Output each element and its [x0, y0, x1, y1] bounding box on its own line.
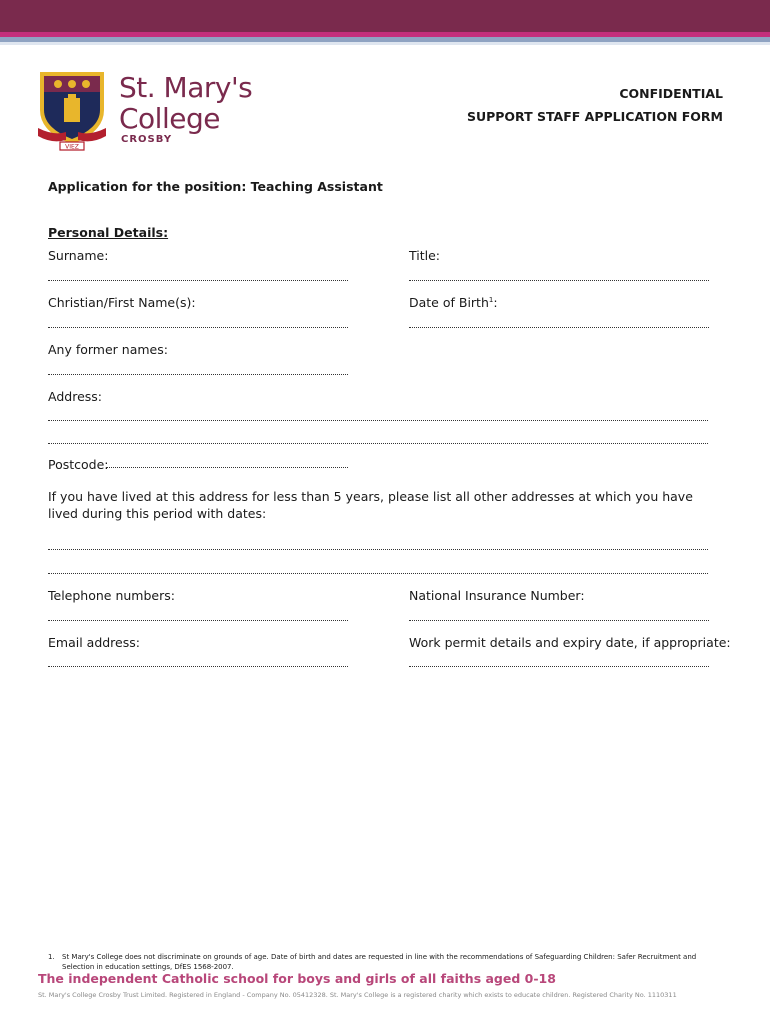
- footnote-text: St Mary's College does not discriminate on grounds of age. Date of birth and dates are requested in line with the recommendations of Safeguarding Children: Safer Recruitment and Selection in education settings, DfES 1568-2007.: [62, 953, 697, 971]
- footnote: [48, 953, 718, 972]
- title-field[interactable]: [409, 280, 709, 281]
- header-band: [0, 0, 770, 32]
- postcode-field[interactable]: [106, 467, 348, 468]
- ni-number-field[interactable]: [409, 620, 709, 621]
- footnote-number: 1.: [48, 953, 55, 961]
- school-crest-icon: [36, 70, 108, 154]
- dob-label: [409, 295, 498, 310]
- form-title: SUPPORT STAFF APPLICATION FORM: [466, 109, 723, 124]
- postcode-label: Postcode:: [48, 457, 109, 472]
- previous-address-line-2[interactable]: [48, 573, 708, 574]
- work-permit-label: Work permit details and expiry date, if appropriate:: [409, 635, 731, 650]
- school-tagline: The independent Catholic school for boys and girls of all faiths aged 0-18: [38, 971, 556, 986]
- crest-motto: VIEZ: [65, 143, 79, 151]
- previous-addresses-instruction: If you have lived at this address for less than 5 years, please list all other addresses at which you have lived during this period with dates:: [48, 489, 693, 521]
- title-label: Title:: [409, 248, 440, 263]
- dob-label-text: Date of Birth: [409, 295, 489, 310]
- address-line-1[interactable]: [48, 420, 708, 421]
- personal-details-heading: Personal Details:: [48, 225, 169, 240]
- school-name: [119, 72, 252, 134]
- first-names-field[interactable]: [48, 327, 348, 328]
- surname-label: Surname:: [48, 248, 109, 263]
- email-field[interactable]: [48, 666, 348, 667]
- school-name-line1: St. Mary's: [119, 71, 253, 104]
- first-names-label: Christian/First Name(s):: [48, 295, 196, 310]
- position-line: Application for the position: Teaching Assistant: [48, 179, 383, 194]
- dob-field[interactable]: [409, 327, 709, 328]
- work-permit-field[interactable]: [409, 666, 709, 667]
- school-location: CROSBY: [121, 134, 173, 145]
- telephone-field[interactable]: [48, 620, 348, 621]
- email-label: Email address:: [48, 635, 140, 650]
- ni-number-label: National Insurance Number:: [409, 588, 585, 603]
- surname-field[interactable]: [48, 280, 348, 281]
- confidential-label: CONFIDENTIAL: [619, 86, 723, 101]
- dob-label-colon: :: [493, 295, 498, 310]
- header-stripe-light: [0, 42, 770, 45]
- previous-address-line-1[interactable]: [48, 549, 708, 550]
- former-names-field[interactable]: [48, 374, 348, 375]
- former-names-label: Any former names:: [48, 342, 168, 357]
- telephone-label: Telephone numbers:: [48, 588, 175, 603]
- school-name-line2: College: [119, 102, 220, 135]
- address-label: Address:: [48, 389, 102, 404]
- dob-footnote-ref: 1: [488, 295, 494, 304]
- legal-notice: St. Mary's College Crosby Trust Limited. Registered in England - Company No. 05412328. St. Mary's College is a registered charity which exists to educate children. Registered Charity No. 1110311: [38, 991, 677, 999]
- address-line-2[interactable]: [48, 443, 708, 444]
